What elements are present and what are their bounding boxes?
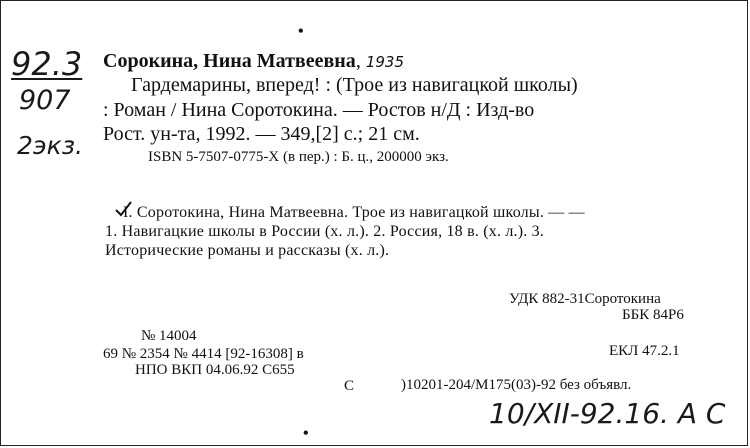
ekl-code: ЕКЛ 47.2.1 bbox=[609, 343, 680, 359]
bbk-code: ББК 84Р6 bbox=[622, 307, 684, 323]
udc-code: УДК 882-31Соротокина bbox=[509, 291, 661, 307]
author-name: Сорокина, Нина Матвеевна bbox=[103, 50, 356, 72]
shelf-code-secondary: 907 bbox=[19, 85, 71, 116]
tracing-line-3: Исторические романы и рассказы (х. л.). bbox=[105, 242, 390, 259]
isbn-line: ISBN 5-7507-0775-X (в пер.) : Б. ц., 200000 экз. bbox=[148, 149, 449, 165]
handwritten-footer-note: 10/XII-92.16. А С bbox=[489, 397, 726, 430]
tracing-line-1: I. Соротокина, Нина Матвеевна. Трое из навигацкой школы. — — bbox=[123, 204, 585, 221]
check-mark-icon bbox=[113, 199, 133, 219]
footer-code: )10201-204/М175(03)-92 без объявл. bbox=[401, 377, 632, 393]
handwritten-birth-year: 1935 bbox=[365, 53, 404, 71]
registry-line-3: НПО ВКП 04.06.92 С655 bbox=[135, 362, 295, 378]
registry-number: № 14004 bbox=[141, 328, 197, 344]
copies-note: 2экз. bbox=[17, 131, 83, 160]
heading-dot: • bbox=[298, 23, 304, 40]
bottom-dot: • bbox=[303, 425, 309, 442]
registry-line-2: 69 № 2354 № 4414 [92-16308] в bbox=[103, 346, 304, 362]
description-line-3: Рост. ун-та, 1992. — 349,[2] с.; 21 см. bbox=[103, 123, 420, 145]
registry-c-mark: С bbox=[344, 378, 355, 394]
shelf-code-primary: 92.3 bbox=[11, 45, 83, 83]
description-line-1: Гардемарины, вперед! : (Трое из навигацкой школы) bbox=[131, 74, 578, 96]
tracing-line-2: 1. Навигацкие школы в России (х. л.). 2. Россия, 18 в. (х. л.). 3. bbox=[105, 223, 545, 240]
author-heading: Сорокина, Нина Матвеевна, 1935 bbox=[103, 50, 404, 72]
description-line-2: : Роман / Нина Соротокина. — Ростов н/Д : Изд-во bbox=[103, 99, 535, 121]
